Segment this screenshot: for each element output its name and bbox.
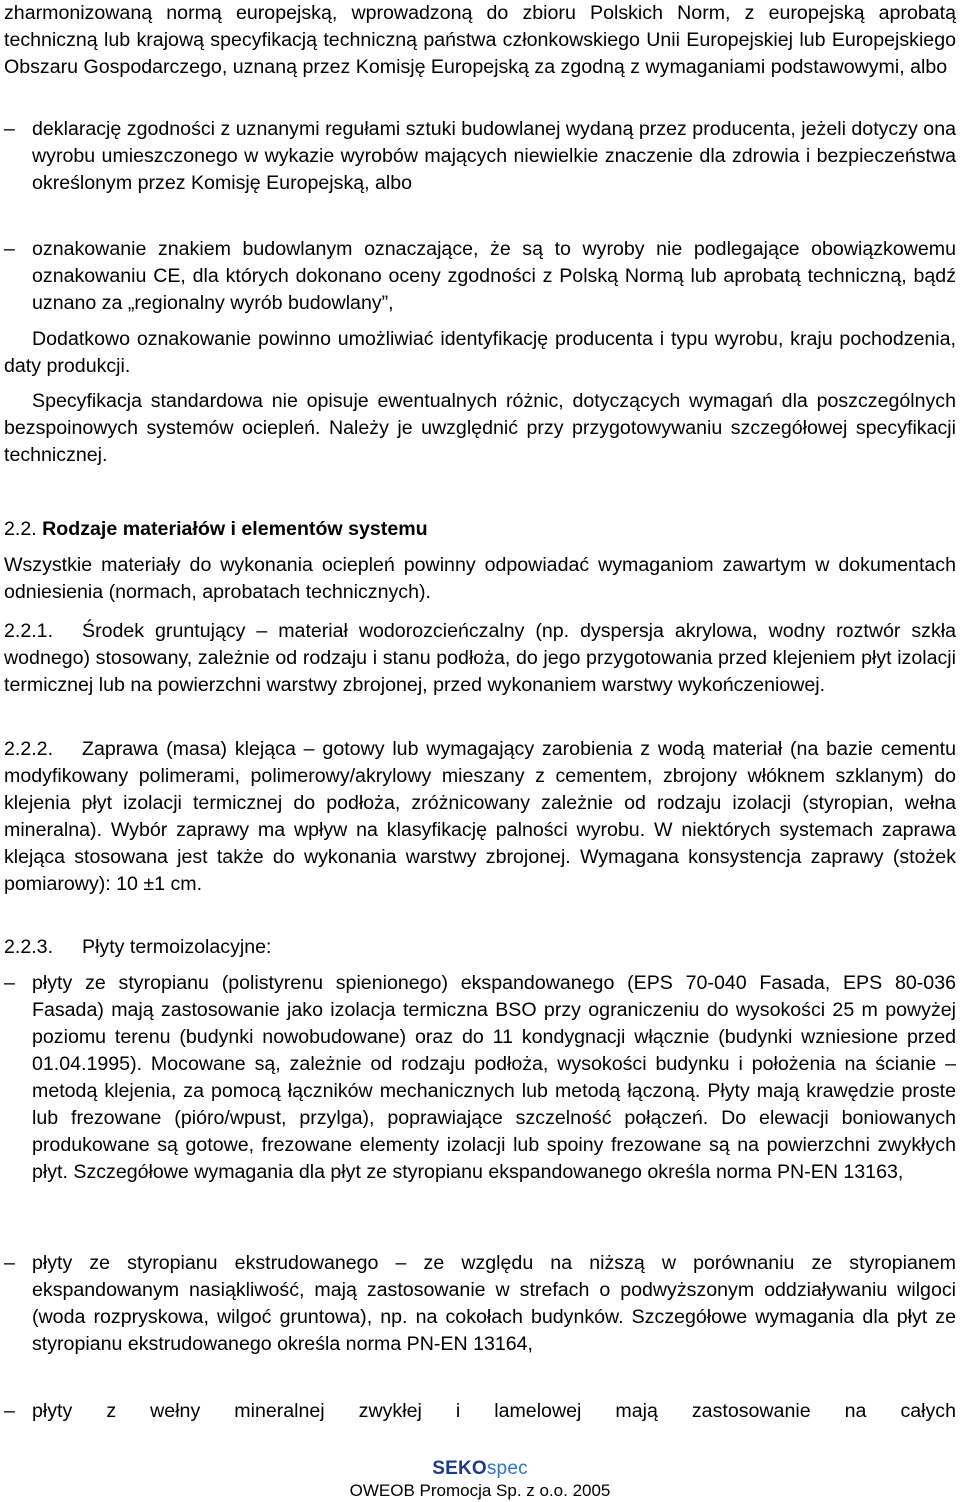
section-heading [4, 516, 956, 543]
list-item-marking: oznakowanie znakiem budowlanym oznaczające, że są to wyroby nie podlegające obowiązkowemu oznakowaniu CE, dla których dokonano oceny zgodności z Polską Normą lub aprobatą techniczną, bądź uznano za „regionalny wyrób budowlany”, [32, 238, 956, 314]
subsection-text: Płyty termoizolacyjne: [82, 936, 272, 958]
dash-bullet-marker: – [4, 972, 15, 994]
list-item-eps-boards: płyty ze styropianu (polistyrenu spienionego) ekspandowanego (EPS 70-040 Fasada, EPS 80-036 Fasada) mają zastosowanie jako izolacja termiczna BSO przy ograniczeniu do wysokości 25 m powyżej poziomu terenu (budynki nowobudowane) oraz do 11 kondygnacji włącznie (budynki wzniesione przed 01.04.1995). Mocowane są, zależnie od rodzaju podłoża, wysokości budynku i położenia na ścianie – metodą klejenia, za pomocą łączników mechanicznych lub metodą łączoną. Płyty mają krawędzie proste lub frezowane (pióro/wpust, przylga), poprawiające szczelność połączeń. Do elewacji boniowanych produkowane są gotowe, frezowane elementy izolacji lub spoiny frezowane są na powierzchni zwykłych płyt. Szczegółowe wymagania dla płyt ze styropianu ekspandowanego określa norma PN-EN 13163, [32, 972, 956, 1183]
logo-seko: SEKO [432, 1458, 487, 1479]
subsection-2-2-3 [4, 934, 956, 961]
dash-bullet-marker: – [4, 1400, 15, 1422]
list-item-xps-boards: płyty ze styropianu ekstrudowanego – ze względu na niższą w porównaniu ze styropianem ekspandowanym nasiąkliwość, mają zastosowanie w strefach o podwyższonym oddziaływaniu wilgoci (woda rozpryskowa, wilgoć gruntowa), np. na cokołach budynków. Szczegółowe wymagania dla płyt ze styropianu ekstrudowanego określa norma PN-EN 13164, [32, 1252, 956, 1355]
paragraph-specification: Specyfikacja standardowa nie opisuje ewentualnych różnic, dotyczących wymagań dla poszczególnych bezspoinowych systemów ociepleń. Należy je uwzględnić przy przygotowywaniu szczegółowej specyfikacji technicznej. [4, 390, 956, 466]
dash-bullet-marker: – [4, 1252, 15, 1274]
list-item-declaration: deklarację zgodności z uznanymi regułami sztuki budowlanej wydaną przez producenta, jeżeli dotyczy ona wyrobu umieszczonego w wykazie wyrobów mających niewielkie znaczenie dla zdrowia i bezpieczeństwa określonym przez Komisję Europejską, albo [32, 118, 956, 194]
dash-bullet-marker: – [4, 118, 15, 140]
subsection-number: 2.2.2. [4, 738, 54, 760]
logo-spec: spec [486, 1458, 528, 1479]
subsection-number: 2.2.3. [4, 936, 54, 958]
subsection-text: Zaprawa (masa) klejąca – gotowy lub wymagający zarobienia z wodą materiał (na bazie cementu modyfikowany polimerami, polimerowy/akrylowy mieszany z cementem, zbrojony włóknem szklanym) do klejenia płyt izolacji termicznej do podłoża, zróżnicowany zależnie od rodzaju izolacji (styropian, wełna mineralna). Wybór zaprawy ma wpływ na klasyfikację palności wyrobu. W niektórych systemach zaprawa klejąca stosowana jest także do wykonania warstwy zbrojonej. Wymagana konsystencja zaprawy (stożek pomiarowy): 10 ±1 cm. [4, 738, 956, 895]
subsection-2-2-2 [4, 736, 956, 898]
sekospec-logo [0, 1458, 960, 1480]
section-heading-title: Rodzaje materiałów i elementów systemu [42, 518, 428, 540]
paragraph-additional-marking: Dodatkowo oznakowanie powinno umożliwiać identyfikację producenta i typu wyrobu, kraju pochodzenia, daty produkcji. [4, 328, 956, 377]
section-heading-number: 2.2. [4, 518, 37, 540]
dash-bullet-marker: – [4, 238, 15, 260]
list-item-mineral-wool: płyty z wełny mineralnej zwykłej i lamelowej mają zastosowanie na całych [32, 1400, 956, 1422]
paragraph-intro: zharmonizowaną normą europejską, wprowadzoną do zbioru Polskich Norm, z europejską aprobatą techniczną lub krajową specyfikacją techniczną państwa członkowskiego Unii Europejskiej lub Europejskiego Obszaru Gospodarczego, uznaną przez Komisję Europejską za zgodną z wymaganiami podstawowymi, albo [4, 2, 956, 78]
paragraph-all-materials: Wszystkie materiały do wykonania ociepleń powinny odpowiadać wymaganiom zawartym w dokumentach odniesienia (normach, aprobatach technicznych). [4, 554, 956, 603]
subsection-text: Środek gruntujący – materiał wodorozcieńczalny (np. dyspersja akrylowa, wodny roztwór szkła wodnego) stosowany, zależnie od rodzaju i stanu podłoża, do jego przygotowania przed klejeniem płyt izolacji termicznej lub na powierzchni warstwy zbrojonej, przed wykonaniem warstwy wykończeniowej. [4, 620, 956, 696]
subsection-2-2-1 [4, 618, 956, 699]
subsection-number: 2.2.1. [4, 620, 54, 642]
footer-company: OWEOB Promocja Sp. z o.o. 2005 [349, 1481, 611, 1500]
